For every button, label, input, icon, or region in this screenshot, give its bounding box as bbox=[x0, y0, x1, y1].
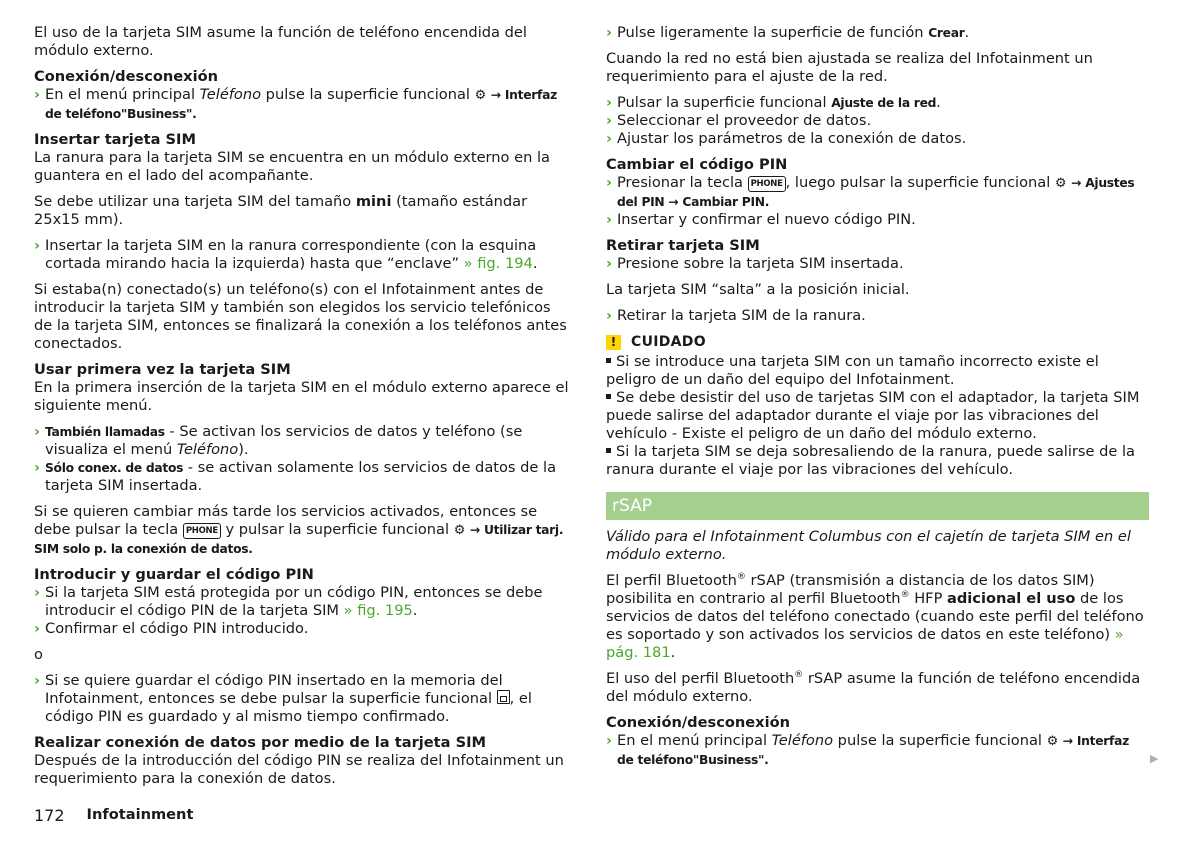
caution-title: CUIDADO bbox=[631, 334, 706, 350]
square-bullet-icon bbox=[606, 358, 611, 363]
settings-gear-icon: ⚙ bbox=[474, 88, 487, 103]
caution-item: Si la tarjeta SIM se deja sobresaliendo de la ranura, puede salirse de la ranura durante el viaje por las vibraciones del vehículo. bbox=[606, 443, 1135, 478]
menu-path: → Ajustes del PIN → Cambiar PIN. bbox=[617, 176, 1135, 209]
bullet-arrow-icon: › bbox=[34, 584, 41, 601]
bullet-arrow-icon: › bbox=[606, 255, 613, 272]
phone-key-icon: PHONE bbox=[748, 176, 786, 192]
caution-header bbox=[606, 333, 1149, 351]
usar-heading: Usar primera vez la tarjeta SIM bbox=[34, 361, 291, 378]
ajuste-red-instruction: › Pulsar la superficie funcional Ajuste de la red. bbox=[606, 94, 941, 111]
bullet-arrow-icon: › bbox=[606, 112, 613, 129]
previous-phones-paragraph: Si estaba(n) conectado(s) un teléfono(s) con el Infotainment antes de introducir la tarjeta SIM y también son elegidos los servicio telefónicos de la tarjeta SIM, entonces se finalizará la conexión a los teléfonos antes conectados. bbox=[34, 281, 567, 352]
page-footer bbox=[34, 806, 193, 825]
bullet-arrow-icon: › bbox=[606, 24, 613, 41]
square-bullet-icon bbox=[606, 394, 611, 399]
caution-item: Si se introduce una tarjeta SIM con un tamaño incorrecto existe el peligro de un daño del equipo del Infotainment. bbox=[606, 353, 1099, 388]
bullet-arrow-icon: › bbox=[606, 130, 613, 147]
realizar-heading: Realizar conexión de datos por medio de la tarjeta SIM bbox=[34, 734, 487, 751]
menu-path: → Interfaz de teléfono"Business". bbox=[45, 88, 557, 121]
red-paragraph: Cuando la red no está bien ajustada se realiza del Infotainment un requerimiento para el ajuste de la red. bbox=[606, 50, 1093, 85]
mini-size-paragraph: Se debe utilizar una tarjeta SIM del tamaño mini (tamaño estándar 25x15 mm). bbox=[34, 193, 528, 228]
rsap-validity: Válido para el Infotainment Columbus con el cajetín de tarjeta SIM en el módulo externo. bbox=[606, 528, 1131, 563]
parametros-instruction: › Ajustar los parámetros de la conexión de datos. bbox=[606, 130, 967, 147]
menu-path: → Interfaz de teléfono"Business". bbox=[617, 734, 1129, 767]
menu-option: Sólo conex. de datos bbox=[45, 461, 184, 475]
bullet-arrow-icon: › bbox=[34, 672, 41, 689]
bullet-arrow-icon: › bbox=[34, 423, 41, 440]
menu-option: Ajuste de la red bbox=[831, 96, 937, 110]
fig-194-link[interactable]: » fig. 194 bbox=[463, 255, 533, 272]
bullet-arrow-icon: › bbox=[606, 732, 613, 749]
save-icon bbox=[497, 690, 510, 704]
pin-instruction-1: › Si la tarjeta SIM está protegida por un código PIN, entonces se debe introducir el código PIN de la tarjeta SIM » fig. 195. bbox=[34, 584, 543, 619]
solo-datos-item: › Sólo conex. de datos - se activan solamente los servicios de datos de la tarjeta SIM insertada. bbox=[34, 459, 557, 494]
left-column bbox=[34, 24, 571, 796]
pag-181-link[interactable]: » pág. 181 bbox=[606, 626, 1124, 661]
bullet-arrow-icon: › bbox=[34, 86, 41, 103]
pin-instruction-3: › Si se quiere guardar el código PIN insertado en la memoria del Infotainment, entonces se debe pulsar la superficie funcional , el código PIN es guardado y al mismo tiempo confirmado. bbox=[34, 672, 532, 725]
bullet-arrow-icon: › bbox=[34, 620, 41, 637]
or-separator: o bbox=[34, 646, 43, 663]
retirar-heading: Retirar tarjeta SIM bbox=[606, 237, 760, 254]
retirar-instruction-1: › Presione sobre la tarjeta SIM insertada. bbox=[606, 255, 904, 272]
square-bullet-icon bbox=[606, 448, 611, 453]
usar-text: En la primera inserción de la tarjeta SIM en el módulo externo aparece el siguiente menú. bbox=[34, 379, 569, 414]
bullet-arrow-icon: › bbox=[34, 237, 41, 254]
bullet-arrow-icon: › bbox=[606, 174, 613, 191]
next-page-icon: ▶ bbox=[1150, 752, 1159, 765]
settings-gear-icon: ⚙ bbox=[1054, 176, 1067, 191]
rsap-conexion-instruction: › En el menú principal Teléfono pulse la superficie funcional ⚙ → Interfaz de teléfono"Business". bbox=[606, 732, 1129, 767]
rsap-paragraph-2: El uso del perfil Bluetooth® rSAP asume la función de teléfono encendida del módulo externo. bbox=[606, 670, 1141, 705]
insertar-text: La ranura para la tarjeta SIM se encuentra en un módulo externo en la guantera en el lado del acompañante. bbox=[34, 149, 550, 184]
menu-option: Crear bbox=[928, 26, 965, 40]
rsap-paragraph-1: El perfil Bluetooth® rSAP (transmisión a distancia de los datos SIM) posibilita en contrario al perfil Bluetooth® HFP adicional el uso de los servicios de datos del teléfono conectado (cuando este perfil del teléfono es soportado y son activados los servicios de datos en este teléfono) » pág. 181. bbox=[606, 572, 1144, 661]
bullet-arrow-icon: › bbox=[606, 94, 613, 111]
conexion-instruction: › En el menú principal Teléfono pulse la superficie funcional ⚙ → Interfaz de teléfono"Business". bbox=[34, 86, 557, 121]
caution-item: Se debe desistir del uso de tarjetas SIM con el adaptador, la tarjeta SIM puede salirse del adaptador durante el viaje por las vibraciones del vehículo - Existe el peligro de un daño del módulo externo. bbox=[606, 389, 1140, 442]
pin-instruction-2: › Confirmar el código PIN introducido. bbox=[34, 620, 309, 637]
crear-instruction: › Pulse ligeramente la superficie de función Crear. bbox=[606, 24, 970, 41]
cambiar-pin-heading: Cambiar el código PIN bbox=[606, 156, 788, 173]
phone-key-icon: PHONE bbox=[183, 523, 221, 539]
proveedor-instruction: › Seleccionar el proveedor de datos. bbox=[606, 112, 872, 129]
menu-option: También llamadas bbox=[45, 425, 165, 439]
retirar-instruction-2: › Retirar la tarjeta SIM de la ranura. bbox=[606, 307, 866, 324]
realizar-text: Después de la introducción del código PIN se realiza del Infotainment un requerimiento para la conexión de datos. bbox=[34, 752, 564, 787]
cambiar-servicios-paragraph: Si se quieren cambiar más tarde los servicios activados, entonces se debe pulsar la tecla PHONE y pulsar la superficie funcional ⚙ → Utilizar tarj. SIM solo p. la conexión de datos. bbox=[34, 503, 564, 556]
settings-gear-icon: ⚙ bbox=[453, 523, 466, 538]
section-name: Infotainment bbox=[86, 806, 194, 823]
conexion-heading: Conexión/desconexión bbox=[34, 68, 219, 85]
tambien-llamadas-item: › También llamadas - Se activan los servicios de datos y teléfono (se visualiza el menú Teléfono). bbox=[34, 423, 523, 458]
insertar-instruction: › Insertar la tarjeta SIM en la ranura correspondiente (con la esquina cortada mirando hacia la izquierda) hasta que “enclave” » fig. 194. bbox=[34, 237, 538, 272]
rsap-section-title: rSAP bbox=[606, 492, 1149, 520]
bullet-arrow-icon: › bbox=[34, 459, 41, 476]
cambiar-pin-instruction-2: › Insertar y confirmar el nuevo código PIN. bbox=[606, 211, 916, 228]
insertar-heading: Insertar tarjeta SIM bbox=[34, 131, 196, 148]
bullet-arrow-icon: › bbox=[606, 211, 613, 228]
rsap-conexion-heading: Conexión/desconexión bbox=[606, 714, 791, 731]
right-column bbox=[606, 24, 1149, 769]
menu-path: → Utilizar tarj. SIM solo p. la conexión de datos. bbox=[34, 523, 564, 556]
cambiar-pin-instruction-1: › Presionar la tecla PHONE , luego pulsar la superficie funcional ⚙ → Ajustes del PIN → Cambiar PIN. bbox=[606, 174, 1135, 209]
warning-icon: ! bbox=[606, 335, 621, 350]
intro-paragraph: El uso de la tarjeta SIM asume la función de teléfono encendida del módulo externo. bbox=[34, 24, 527, 59]
retirar-paragraph: La tarjeta SIM “salta” a la posición inicial. bbox=[606, 281, 910, 298]
pin-heading: Introducir y guardar el código PIN bbox=[34, 566, 314, 583]
bullet-arrow-icon: › bbox=[606, 307, 613, 324]
fig-195-link[interactable]: » fig. 195 bbox=[343, 602, 413, 619]
page-number: 172 bbox=[34, 806, 65, 825]
settings-gear-icon: ⚙ bbox=[1046, 734, 1059, 749]
